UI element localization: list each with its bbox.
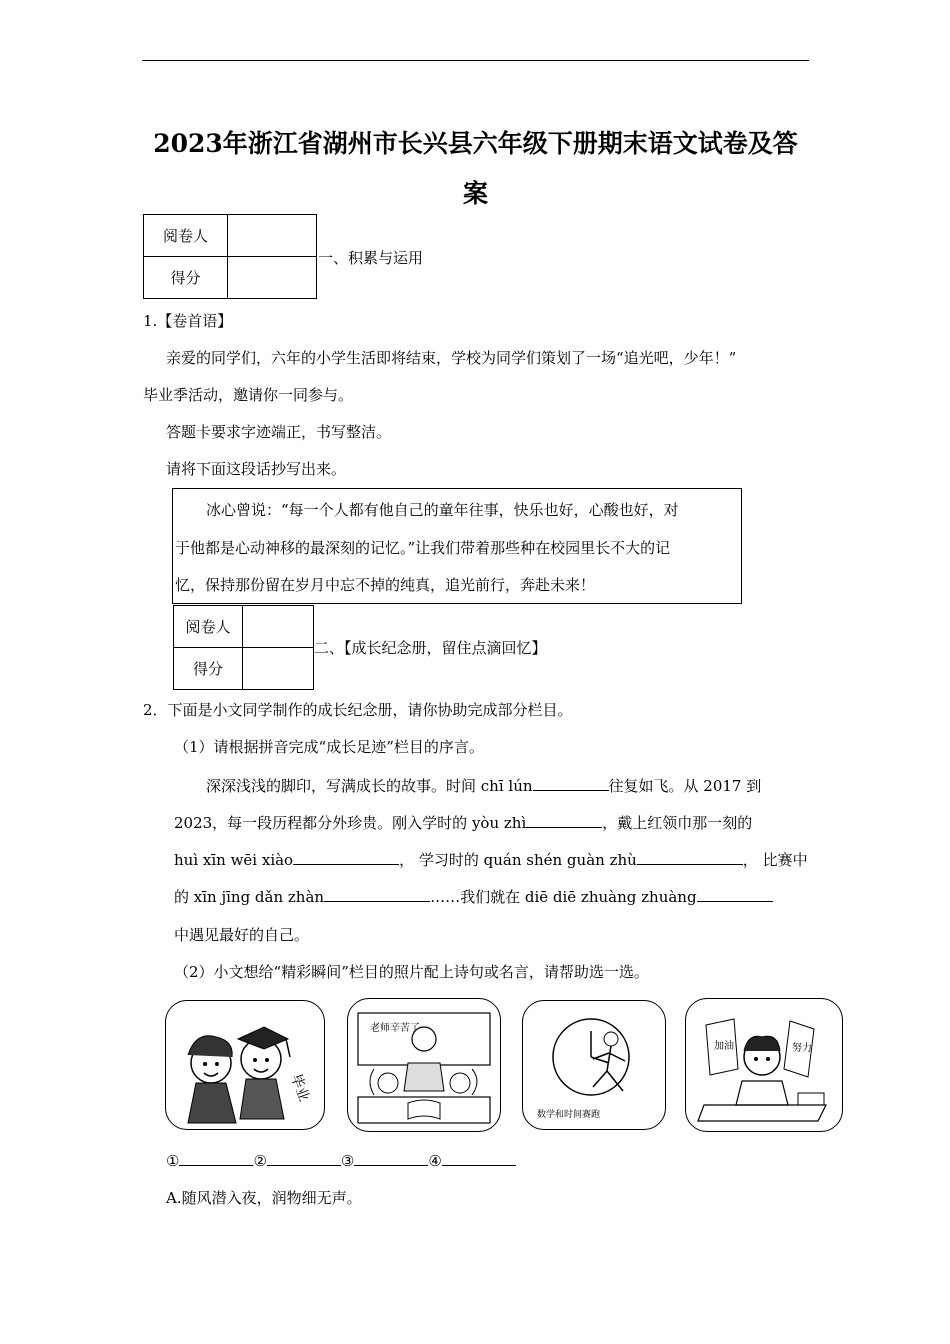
option-a: A.随风潜入夜，润物细无声。 [166, 1189, 362, 1207]
quote-line2: 于他都是心动神移的最深刻的记忆。”让我们带着那些种在校园里长不大的记 [175, 539, 671, 557]
photo-row [165, 998, 845, 1133]
graduation-word: 毕业 [287, 1071, 312, 1104]
pinyin-line3 [174, 850, 808, 870]
quote-line1: 冰心曾说：“每一个人都有他自己的童年往事，快乐也好，心酸也好，对 [206, 501, 679, 519]
doc-title-line1: 2023年浙江省湖州市长兴县六年级下册期末语文试卷及答 [153, 129, 798, 158]
pinyin-text: 2023，每一段历程都分外珍贵。刚入学时的 yòu zhì [174, 814, 527, 832]
q1-para2: 答题卡要求字迹端正，书写整洁。 [166, 423, 392, 441]
photo-graduates [165, 1000, 325, 1130]
answer-blank-1[interactable] [179, 1151, 253, 1166]
circle-number: ① [166, 1152, 180, 1170]
quote-line3: 忆，保持那份留在岁月中忘不掉的纯真，追光前行，奔赴未来！ [175, 576, 596, 594]
photo-studying [685, 998, 843, 1132]
header-rule [142, 60, 809, 61]
reviewer-label: 阅卷人 [144, 215, 228, 257]
answer-blank-xinjingdanzhan[interactable] [324, 887, 430, 902]
answer-blank-chilun[interactable] [533, 776, 609, 791]
grader-table-1 [143, 214, 317, 299]
pinyin-text: ， 比赛中 [742, 851, 808, 869]
score-cell[interactable] [243, 648, 314, 690]
circle-number: ② [253, 1152, 267, 1170]
q2-stem: 2．下面是小文同学制作的成长纪念册，请你协助完成部分栏目。 [143, 701, 573, 719]
score-label: 得分 [144, 257, 228, 299]
answer-blank-quanshenguanzhu[interactable] [637, 850, 743, 865]
score-cell[interactable] [228, 257, 317, 299]
studying-illustration [686, 999, 842, 1131]
reviewer-cell[interactable] [228, 215, 317, 257]
section-two-heading: 二、【成长纪念册，留住点滴回忆】 [314, 639, 547, 657]
grader-table-2 [173, 605, 314, 690]
answer-blank-huixinweixiao[interactable] [293, 850, 399, 865]
pinyin-text: 深深浅浅的脚印，写满成长的故事。时间 chī lún [206, 777, 533, 795]
q1-label: 1.【卷首语】 [143, 312, 233, 330]
pinyin-line1 [206, 776, 761, 796]
picture-answer-row [166, 1151, 516, 1171]
pinyin-text: ， 学习时的 quán shén guàn zhù [399, 851, 637, 869]
photo-race-time [522, 1000, 666, 1130]
doc-title-line2: 案 [462, 179, 488, 208]
q1-para1-line1: 亲爱的同学们，六年的小学生活即将结束，学校为同学们策划了一场“追光吧，少年！” [166, 349, 737, 367]
banner-left-text: 加油 [714, 1041, 734, 1052]
q1-para3: 请将下面这段话抄写出来。 [166, 460, 347, 478]
pinyin-line5: 中遇见最好的自己。 [174, 926, 310, 944]
blackboard-text: 老师辛苦了 [370, 1023, 420, 1034]
answer-blank-3[interactable] [354, 1151, 428, 1166]
answer-blank-youzhi[interactable] [526, 813, 602, 828]
q2-sub1: （1）请根据拼音完成“成长足迹”栏目的序言。 [174, 738, 484, 756]
pinyin-text: huì xīn wēi xiào [174, 851, 294, 869]
graduates-illustration [166, 1001, 324, 1129]
pinyin-text: ，戴上红领巾那一刻的 [602, 814, 753, 832]
q1-para1-line2: 毕业季活动，邀请你一同参与。 [143, 386, 354, 404]
answer-blank-diediezhuangzhuang[interactable] [697, 887, 773, 902]
photo-teacher-classroom [347, 998, 501, 1132]
classroom-illustration [348, 999, 500, 1131]
pinyin-text: 往复如飞。从 2017 到 [608, 777, 762, 795]
pinyin-line2 [174, 813, 752, 833]
circle-number: ④ [428, 1152, 442, 1170]
reviewer-label: 阅卷人 [174, 606, 243, 648]
answer-blank-2[interactable] [267, 1151, 341, 1166]
score-label: 得分 [174, 648, 243, 690]
reviewer-cell[interactable] [243, 606, 314, 648]
pinyin-text: 的 xīn jīng dǎn zhàn [174, 888, 325, 906]
q2-sub2: （2）小文想给“精彩瞬间”栏目的照片配上诗句或名言，请帮助选一选。 [174, 963, 649, 981]
banner-right-text: 努力 [792, 1043, 812, 1054]
picture-caption: 数学和时间赛跑 [537, 1110, 601, 1120]
clock-runner-illustration [523, 1001, 665, 1129]
pinyin-line4 [174, 887, 773, 907]
pinyin-text: ……我们就在 diē diē zhuàng zhuàng [430, 888, 697, 906]
section-one-heading: 一、积累与运用 [318, 249, 424, 267]
answer-blank-4[interactable] [442, 1151, 516, 1166]
circle-number: ③ [340, 1152, 355, 1170]
